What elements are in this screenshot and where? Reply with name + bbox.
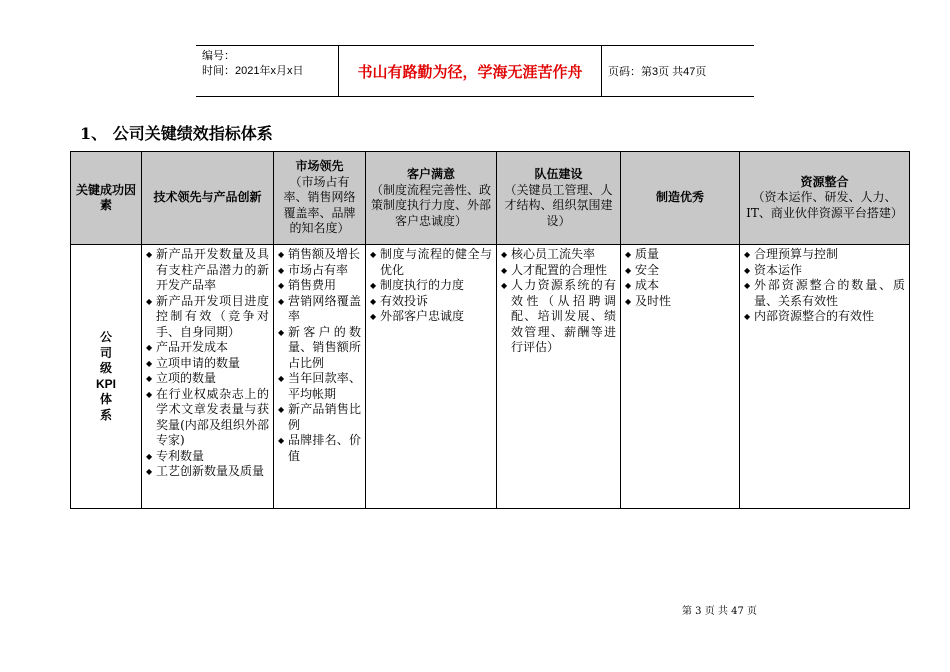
header-subtitle: （制度流程完善性、政策制度执行力度、外部客户忠诚度） xyxy=(370,182,491,228)
row-label-char: 体 xyxy=(99,392,112,406)
row-label xyxy=(71,245,142,509)
kpi-cell xyxy=(497,245,621,509)
table-header-row xyxy=(71,152,910,245)
header-cell: 资源整合 （资本运作、研发、人力、IT、商业伙伴资源平台搭建） xyxy=(740,152,910,245)
kpi-cell xyxy=(142,245,274,509)
header-subtitle: （资本运作、研发、人力、IT、商业伙伴资源平台搭建） xyxy=(746,190,903,220)
section-title: 1、 公司关键绩效指标体系 xyxy=(80,124,273,143)
kpi-cell xyxy=(621,245,740,509)
header-motto: 书山有路勤为径，学海无涯苦作舟 xyxy=(338,46,602,96)
kpi-item: ◆ 新客户的数量、销售额所占比例 xyxy=(278,325,361,372)
kpi-item: ◆ 制度与流程的健全与优化 xyxy=(370,247,492,278)
kpi-item: ◆ 内部资源整合的有效性 xyxy=(744,309,905,325)
kpi-cell xyxy=(740,245,910,509)
kpi-item: ◆ 市场占有率 xyxy=(278,263,361,279)
kpi-item: ◆ 资本运作 xyxy=(744,263,905,279)
row-label-char: 司 xyxy=(99,345,112,360)
header-cell: 关键成功因素 xyxy=(71,152,142,245)
kpi-item: ◆ 人才配置的合理性 xyxy=(501,263,616,279)
kpi-item: ◆ 及时性 xyxy=(625,294,735,310)
kpi-item: ◆ 有效投诉 xyxy=(370,294,492,310)
header-cell: 队伍建设 （关键员工管理、人才结构、组织氛围建设） xyxy=(497,152,621,245)
kpi-item: ◆ 合理预算与控制 xyxy=(744,247,905,263)
kpi-item: ◆ 当年回款率、平均帐期 xyxy=(278,371,361,402)
kpi-cell xyxy=(366,245,497,509)
header-subtitle: （市场占有率、销售网络覆盖率、品牌的知名度） xyxy=(283,174,356,236)
kpi-item: ◆ 营销网络覆盖率 xyxy=(278,294,361,325)
kpi-item: ◆ 成本 xyxy=(625,278,735,294)
kpi-item: ◆ 核心员工流失率 xyxy=(501,247,616,263)
kpi-item: ◆ 销售费用 xyxy=(278,278,361,294)
page-footer: 第 3 页 共 47 页 xyxy=(682,606,757,617)
kpi-item: ◆ 工艺创新数量及质量 xyxy=(146,464,269,480)
row-label-char: 级 xyxy=(99,361,112,375)
header-cell: 制造优秀 xyxy=(621,152,740,245)
row-label-char: 系 xyxy=(99,407,112,422)
header-cell: 技术领先与产品创新 xyxy=(142,152,274,245)
kpi-item: ◆ 产品开发成本 xyxy=(146,340,269,356)
header-cell: 市场领先 （市场占有率、销售网络覆盖率、品牌的知名度） xyxy=(274,152,366,245)
kpi-item: ◆ 质量 xyxy=(625,247,735,263)
kpi-item: ◆ 销售额及增长 xyxy=(278,247,361,263)
kpi-item: ◆ 品牌排名、价值 xyxy=(278,433,361,464)
kpi-item: ◆ 安全 xyxy=(625,263,735,279)
kpi-item: ◆ 外部资源整合的数量、质量、关系有效性 xyxy=(744,278,905,309)
number-label: 编号： xyxy=(202,50,235,62)
header-cell: 客户满意 （制度流程完善性、政策制度执行力度、外部客户忠诚度） xyxy=(366,152,497,245)
document-header xyxy=(196,45,754,97)
kpi-item: ◆ 外部客户忠诚度 xyxy=(370,309,492,325)
kpi-item: ◆ 专利数量 xyxy=(146,449,269,465)
row-label-char: 公 xyxy=(99,330,112,344)
kpi-item: ◆ 立项的数量 xyxy=(146,371,269,387)
kpi-table xyxy=(70,151,910,509)
header-subtitle: （关键员工管理、人才结构、组织氛围建设） xyxy=(504,182,613,228)
kpi-cell xyxy=(274,245,366,509)
kpi-item: ◆ 新产品开发项目进度控制有效（竞争对手、自身同期） xyxy=(146,294,269,341)
kpi-item: ◆ 人力资源系统的有效性（从招聘调配、培训发展、绩效管理、薪酬等进行评估） xyxy=(501,278,616,356)
row-label-char: KPI xyxy=(95,376,116,391)
table-row xyxy=(71,245,910,509)
kpi-item: ◆ 新产品销售比例 xyxy=(278,402,361,433)
kpi-item: ◆ 立项申请的数量 xyxy=(146,356,269,372)
time-label: 时间：2021年x月x日 xyxy=(202,65,304,77)
header-page-info: 页码：第3页 共47页 xyxy=(608,66,707,78)
kpi-item: ◆ 制度执行的力度 xyxy=(370,278,492,294)
header-meta xyxy=(202,49,332,79)
kpi-item: ◆ 新产品开发数量及具有支柱产品潜力的新开发产品率 xyxy=(146,247,269,294)
kpi-item: ◆ 在行业权威杂志上的学术文章发表量与获奖量(内部及组织外部专家) xyxy=(146,387,269,449)
